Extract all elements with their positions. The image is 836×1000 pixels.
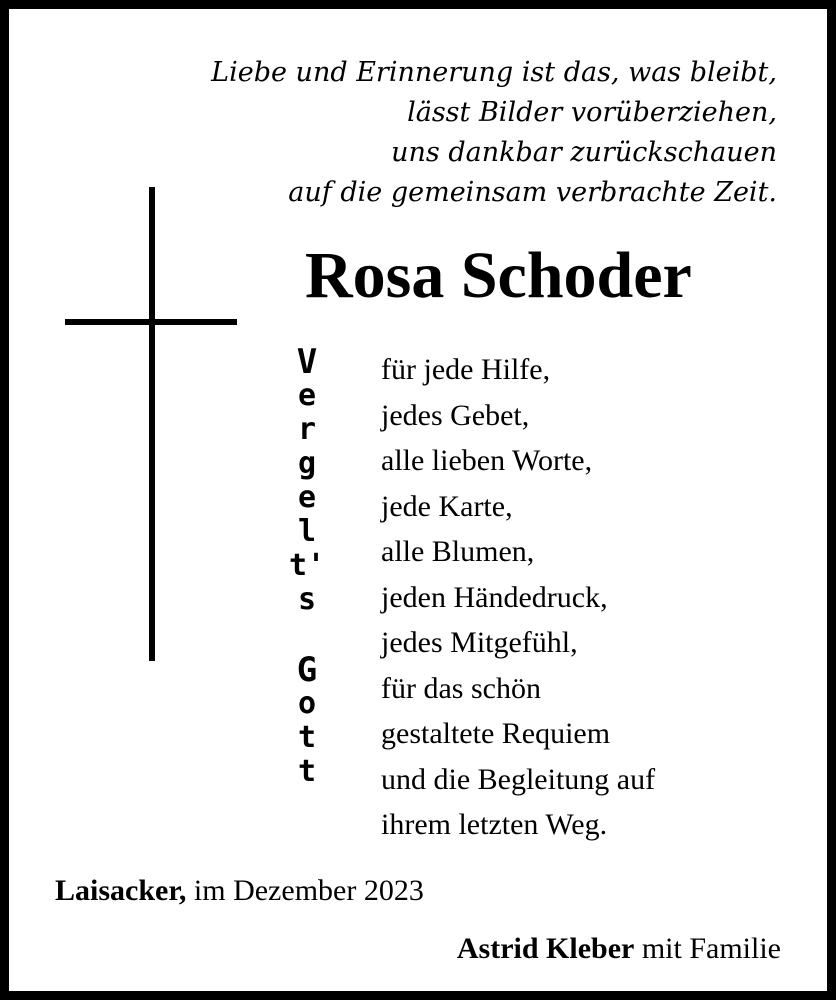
place-name: Laisacker, <box>55 874 187 907</box>
thanks-line: ihrem letzten Weg. <box>381 808 608 841</box>
signature-names: Astrid Kleber <box>456 932 635 965</box>
thanks-line: gestaltete Requiem <box>381 717 611 750</box>
cross-vertical-beam <box>149 187 155 661</box>
thanks-line: jede Karte, <box>381 489 513 523</box>
thanks-line: alle lieben Worte, <box>381 444 593 477</box>
vertical-letter: t <box>297 754 317 789</box>
vertical-letter: o <box>297 686 317 721</box>
vertical-letter: t' <box>288 548 326 583</box>
vertical-letter: l <box>297 514 317 549</box>
thanks-line: alle Blumen, <box>381 535 535 568</box>
poem-line: lässt Bilder vorüberziehen, <box>407 97 777 128</box>
vertical-thanks-heading <box>277 342 337 789</box>
vertical-letter: V <box>296 342 318 382</box>
poem-line: Liebe und Erinnerung ist das, was bleibt, <box>211 57 777 88</box>
place-date-line <box>55 871 424 911</box>
vertical-letter: r <box>297 412 317 447</box>
poem-line: uns dankbar zurückschauen <box>391 137 777 168</box>
vertical-letter: e <box>297 378 317 413</box>
vertical-letter: e <box>297 480 317 515</box>
vertical-letter: G <box>296 650 318 690</box>
vertical-letter: t <box>297 720 317 755</box>
thanks-line: und die Begleitung auf <box>381 762 656 796</box>
thanks-line: für jede Hilfe, <box>381 353 551 386</box>
memorial-poem <box>177 53 777 213</box>
signature-suffix: mit Familie <box>634 932 781 965</box>
vertical-letter: g <box>297 446 317 481</box>
thanks-line: jedes Gebet, <box>381 398 530 432</box>
vertical-letter: s <box>297 582 317 617</box>
thanks-line: jeden Händedruck, <box>381 580 608 614</box>
word-gap <box>277 617 337 653</box>
cross-horizontal-beam <box>65 319 237 325</box>
signature-line <box>457 929 781 969</box>
date-text: im Dezember 2023 <box>186 874 424 907</box>
thanks-line: für das schön <box>381 671 541 705</box>
deceased-name: Rosa Schoder <box>305 239 692 312</box>
thanks-list <box>381 347 655 848</box>
thanks-line: jedes Mitgefühl, <box>381 626 578 659</box>
poem-line: auf die gemeinsam verbrachte Zeit. <box>288 177 777 208</box>
